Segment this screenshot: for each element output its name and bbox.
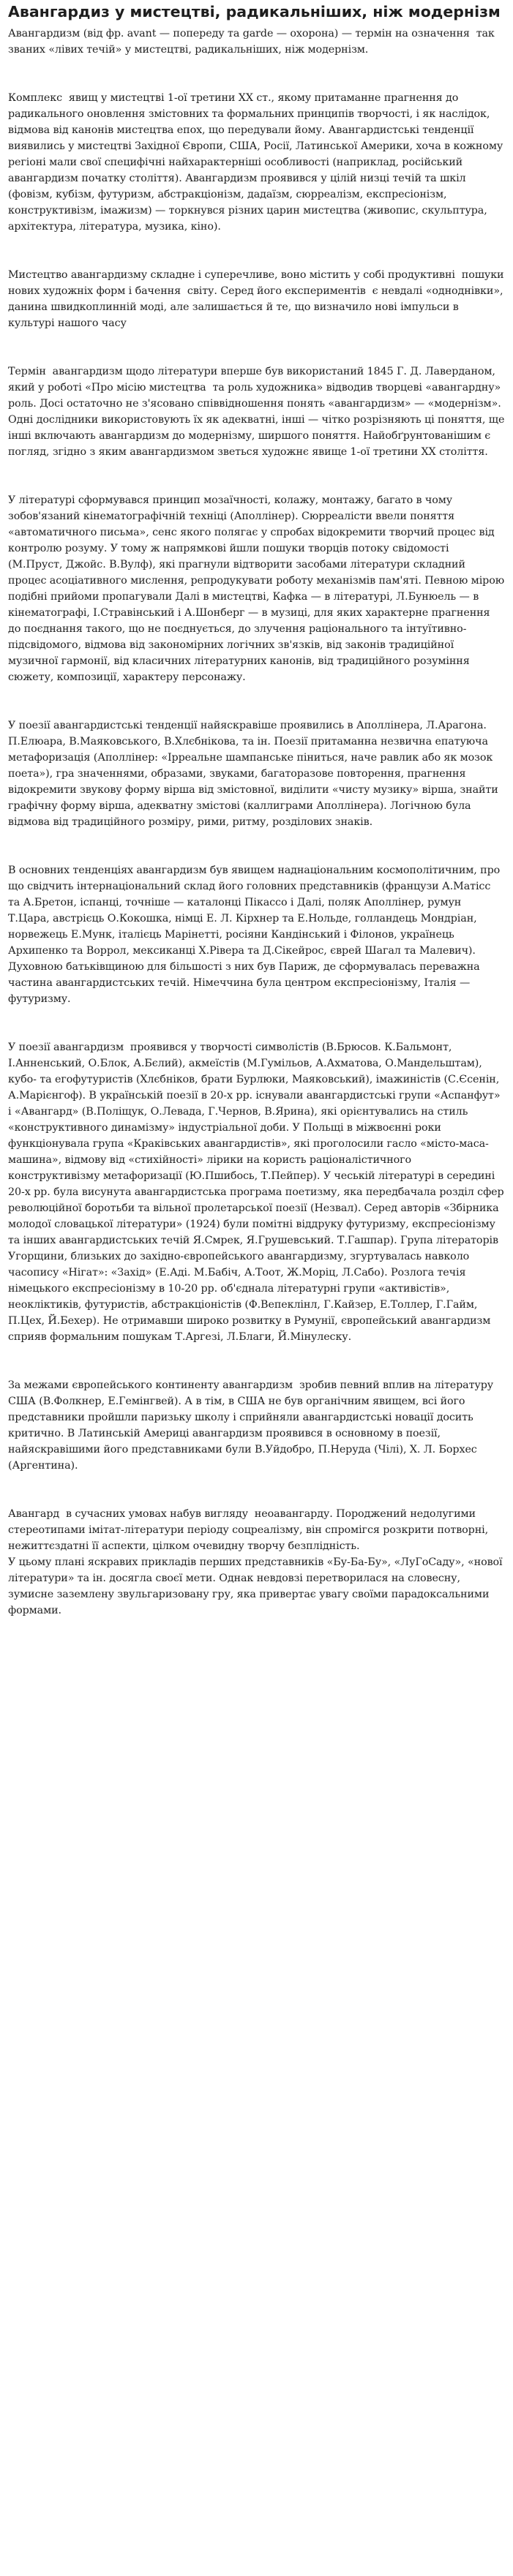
paragraph-spacer: [8, 685, 505, 718]
paragraph-spacer: [8, 235, 505, 267]
article-paragraph-complex: Комплекс явищ у мистецтві 1-ої третини XX ст., якому притаманне прагнення до радикального оновлення змістовних та формальних принципів творчості, і як наслідок, відмова від канонів мистецтва епох, що передували йому. Авангардистські тенденції виявились у мистецтві Західної Європи, США, Росії, Латинської Америки, хоча в кожному регіоні мали свої специфічні найхарактерніші особливості (наприклад, російський авангардизм початку століття). Авангардизм проявився у цілій низці течій та шкіл (фовізм, кубізм, футуризм, абстракціонізм, дадаїзм, сюрреалізм, експресіонізм, конструктивізм, імажизм) — торкнувся різних царин мистецтва (живопис, скульптура, архітектура, література, музика, кіно).: [8, 92, 506, 233]
article-paragraph-cosmopolitan: В основних тенденціях авангардизм був явищем наднаціональним космополітичним, про що свідчить інтернаціональний склад його головних представників (французи А.Матісс та А.Бретон, іспанці, точніше — каталонці Пікассо і Далі, поляк Аполлінер, румун Т.Цара, австрієць О.Кокошка, німці Е. Л. Кірхнер та Е.Нольде, голландець Мондріан, норвежець Е.Мунк, італієць Марінетті, росіяни Кандінський і Філонов, українець Архипенко та Воррол, мексиканці Х.Рівера та Д.Сікейрос, єврей Шагал та Малевич). Духовною батьківщиною для більшості з них був Париж, де сформувалась переважна частина авангардистських течій. Німеччина була центром експресіонізму, Італія — футуризму.: [8, 865, 503, 1005]
article-paragraph-term: Термін авангардизм щодо літератури вперше був використаний 1845 Г. Д. Лаверданом, який у роботі «Про місію мистецтва та роль художника» відводив творцеві «авангардну» роль. Досі остаточно не з'ясовано співвідношення понять «авангардизм» — «модернізм». Одні дослідники використовують їх як адекватні, інші — чітко розрізняють ці поняття, ще інші включають авангардизм до модернізму, ширшого поняття. Найобґрунтованішим є погляд, згідно з яким авангардизмом зветься художнє явище 1-ої третини XX століття.: [8, 366, 508, 458]
paragraph-spacer: [8, 1345, 505, 1377]
paragraph-spacer: [8, 1474, 505, 1506]
article-paragraph-poetry-groups: У поезії авангардизм проявився у творчості символістів (В.Брюсов. К.Бальмонт, І.Анненський, О.Блок, А.Бєлий), акмеїстів (М.Гумільов, А.Ахматова, О.Мандельштам), кубо- та егофутуристів (Хлєбніков, брати Бурлюки, Маяковський), імажиністів (С.Єсенін, А.Марієнгоф). В українській поезії в 20-х рр. існували авангардистські групи «Аспанфут» і «Авангард» (В.Поліщук, О.Левада, Г.Чернов, В.Ярина), які орієнтувались на стиль «конструктивного динамізму» індустріальної доби. У Польщі в міжвоєнні роки функціонувала група «Краківських авангардистів», які проголосили гасло «місто-маса-машина», відмову від «стихійності» лірики на користь раціоналістичного конструктивізму метафоризації (Ю.Пшибось, Т.Пейпер). У чеській літературі в середині 20-х рр. була висунута авангардистська програма поетизму, яка передбачала розділ сфер революційної боротьби та вільної пролетарської поезії (Незвал). Серед авторів «Збірника молодої словацької літератури» (1924) були помітні віддруку футуризму, експресіонізму та інших авангардистських течій Я.Смрек, Я.Грушевський. Т.Гашпар). Група літераторів Угорщини, близьких до західно-європейського авангардизму, згуртувалась навколо часопису «Нігат»: «Захід» (Е.Аді. М.Бабіч, А.Тоот, Ж.Моріц, Л.Сабо). Розлога течія німецького експресіонізму в 10-20 рр. об'єднала літературні групи «активістів», неокліктиків, футуристів, абстракціоністів (Ф.Вепеклінл, Г.Кайзер, Е.Толлер, Г.Гайм, П.Цех, Й.Бехер). Не отримавши широко розвитку в Румунії, європейський авангардизм сприяв формальним пошукам Т.Аргезі, Л.Благи, Й.Мінулеску.: [8, 1042, 508, 1343]
paragraph-spacer: [8, 1007, 505, 1039]
article-paragraph-contradictory: Мистецтво авангардизму складне і суперечливе, воно містить у собі продуктивні пошуки нових художніх форм і бачення світу. Серед його експериментів є невдалі «одноднівки», данина швидкоплинній моді, але залишається й те, що визначило нові імпульси в культурі нашого часу: [8, 269, 507, 329]
paragraph-spacer: [8, 460, 505, 492]
article-paragraph-poetry: У поезії авангардистські тенденції найяскравіше проявились в Аполлінера, Л.Арагона. П.Елюара, В.Маяковського, В.Хлєбнікова, та ін. Поезії притаманна незвична епатуюча метафоризація (Аполлінер: «Ірреальне шампанське піниться, наче равлик або як мозок поета»), гра значеннями, образами, звуками, багаторазове повторення, прагнення відокремити звукову форму вірша від змістовної, виділити «чисту музику» вірша, знайти графічну форму вірша, адекватну змістові (каллиграми Аполлінера). Логічною була відмова від традиційного розміру, рими, ритму, розділових знаків.: [8, 720, 502, 828]
article-title: Авангардиз у мистецтві, радикальніших, ніж модернізм: [8, 3, 501, 20]
article-paragraph-beyond-europe: За межами європейського континенту авангардизм зробив певний вплив на літературу США (В.Фолкнер, Е.Гемінгвей). А в тім, в США не був органічним явищем, всі його представники пройшли паризьку школу і сприйняли авангардистські новації досить критично. В Латинській Америці авангардизм проявився в основному в поезії, найяскравішими його представниками були В.Уйдобро, П.Неруда (Чілі), Х. Л. Борхес (Аргентина).: [8, 1379, 497, 1472]
paragraph-spacer: [8, 830, 505, 862]
paragraph-spacer: [8, 331, 505, 364]
article-paragraph-neoavantgarde: Авангард в сучасних умовах набув вигляду неоавангарду. Породжений недолугими стереотипами імітат-літератури періоду соцреалізму, він спромігся розкрити потворні, нежиттєздатні її аспекти, цілком очевидну творчу безплідність. У цьому плані яскравих прикладів перших представників «Бу-Ба-Бу», «ЛуГоСаду», «нової літератури» та ін. досягла своєї мети. Однак невдовзі перетворилася на словесну, зумисне заземлену звульгаризовану гру, яка привертає увагу своїми парадоксальними формами.: [8, 1508, 503, 1616]
article-paragraph-intro: Авангардизм (від фр. avant — попереду та garde — охорона) — термін на означення так званих «лівих течій» у мистецтві, радикальніших, ніж модернізм.: [8, 28, 498, 56]
article-paragraph-literature: У літературі сформувався принцип мозаїчності, колажу, монтажу, багато в чому зобов'язаний кінематографічній техніці (Аполлінер). Сюрреалісти ввели поняття «автоматичного письма», сенс якого полягає у спробах відокремити творчий процес від контролю розуму. У тому ж напрямкові йшли пошуки творців потоку свідомості (М.Пруст, Джойс. В.Вулф), які прагнули відтворити засобами літератури складний процес асоціативного мислення, репродукувати роботу механізмів пам'яті. Певною мірою подібні прийоми пропагували Далі в мистецтві, Кафка — в літературі, Л.Бунюель — в кінематографі, І.Стравінський і А.Шонберг — в музиці, для яких характерне прагнення до поєднання такого, що не поєднується, до злучення раціонального та інтуїтивно-підсвідомого, відмова від закономірних логічних зв'язків, від законів традиційної музичної гармонії, від класичних літературних канонів, від традиційного розуміння сюжету, композиції, характеру персонажу.: [8, 494, 508, 683]
paragraph-spacer: [8, 58, 505, 90]
